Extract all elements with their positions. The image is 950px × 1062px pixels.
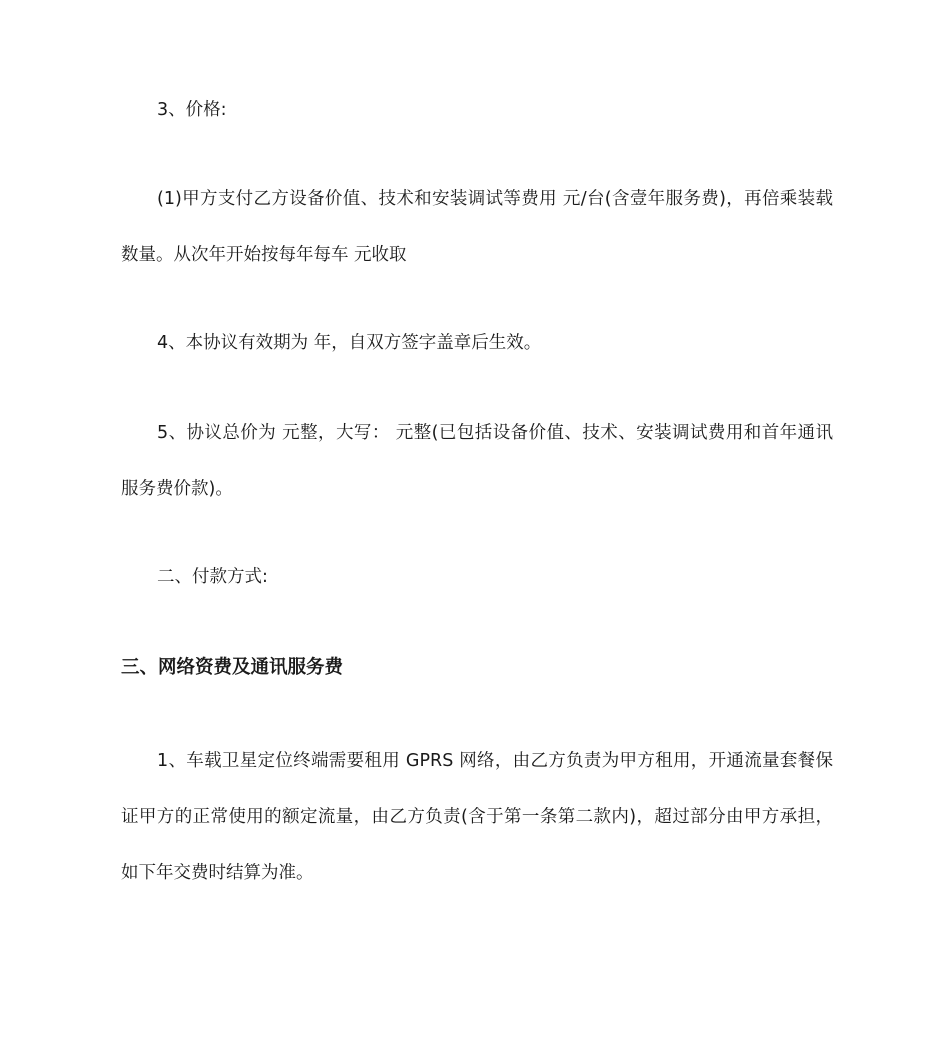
price-detail-paragraph: (1)甲方支付乙方设备价值、技术和安装调试等费用 元/台(含壹年服务费)，再倍乘装载数量。从次年开始按每年每车 元收取: [121, 189, 833, 265]
section-heading-network-fees: 三、网络资费及通讯服务费: [121, 657, 344, 678]
total-price-paragraph: 5、协议总价为 元整，大写： 元整(已包括设备价值、技术、安装调试费用和首年通讯服务费价款)。: [121, 423, 833, 499]
validity-paragraph: 4、本协议有效期为 年，自双方签字盖章后生效。: [157, 333, 542, 353]
payment-method-paragraph: 二、付款方式:: [157, 567, 268, 587]
price-heading-paragraph: 3、价格:: [157, 100, 227, 120]
gprs-clause-paragraph: 1、车载卫星定位终端需要租用 GPRS 网络，由乙方负责为甲方租用，开通流量套餐保证甲方的正常使用的额定流量，由乙方负责(含于第一条第二款内)，超过部分由甲方承担，如下年交费时结算为准。: [121, 751, 833, 883]
